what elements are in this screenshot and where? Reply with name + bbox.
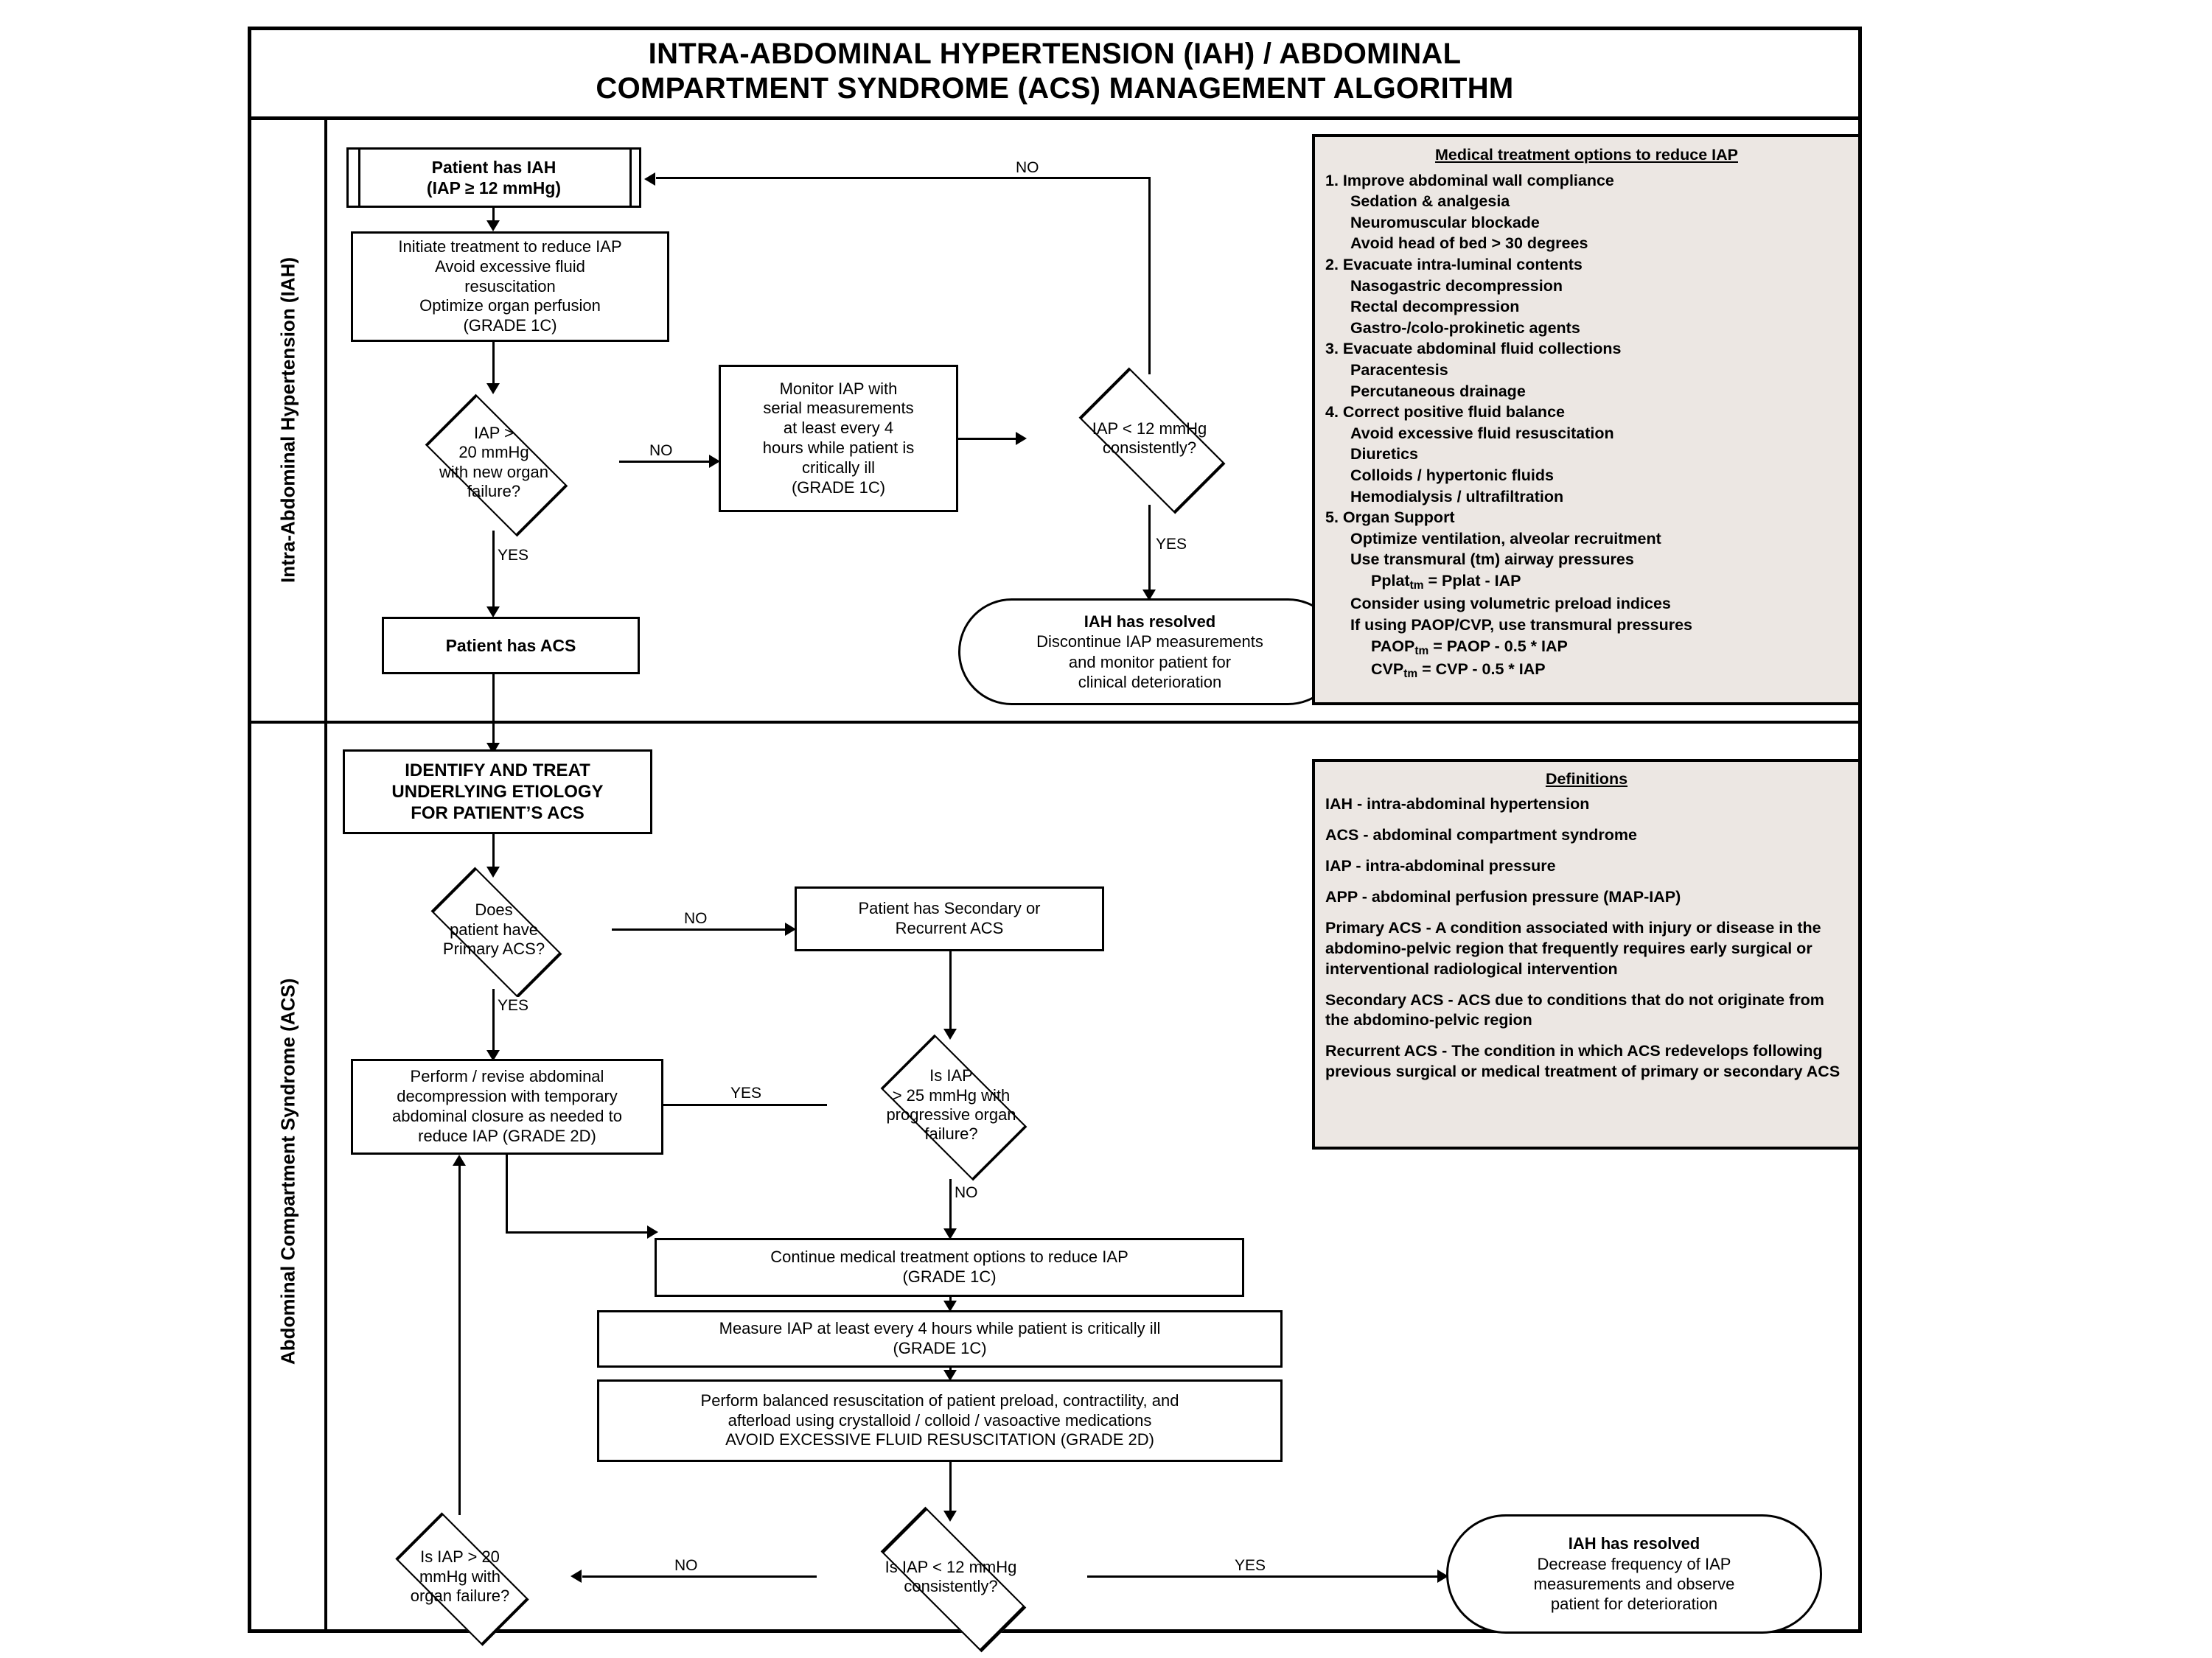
edge-dec20-yes bbox=[492, 531, 495, 610]
dec-iap25-line3: progressive organ bbox=[886, 1105, 1016, 1124]
continue-line1: Continue medical treatment options to reduce IAP bbox=[770, 1248, 1128, 1267]
dec-iap25-line4: failure? bbox=[924, 1124, 978, 1144]
edge-acs-to-identify bbox=[492, 674, 495, 748]
node-secondary-recurrent-acs bbox=[795, 886, 1104, 951]
node-iah-resolved-upper bbox=[958, 598, 1341, 705]
medical-item: Use transmural (tm) airway pressures bbox=[1350, 550, 1634, 569]
monitor-line1: Monitor IAP with bbox=[779, 379, 898, 398]
definition-entry: ACS - abdominal compartment syndrome bbox=[1325, 825, 1637, 844]
page-title bbox=[248, 27, 1862, 116]
decision-iap-over-20-acs bbox=[342, 1514, 578, 1640]
iah-resolved-title: IAH has resolved bbox=[1084, 612, 1216, 631]
definition-entry: APP - abdominal perfusion pressure (MAP-IAP) bbox=[1325, 887, 1681, 906]
edge-resus-to-dec12 bbox=[949, 1462, 952, 1514]
medical-item: Nasogastric decompression bbox=[1350, 276, 1563, 295]
measure-line1: Measure IAP at least every 4 hours while patient is critically ill bbox=[719, 1319, 1161, 1338]
iah-resolved-line3: clinical deterioration bbox=[1078, 672, 1222, 691]
medical-item: Hemodialysis / ultrafiltration bbox=[1350, 487, 1564, 506]
edge-dec12-no-horiz bbox=[656, 177, 1151, 179]
identify-line1: IDENTIFY AND TREAT bbox=[405, 760, 590, 780]
panel-definitions bbox=[1312, 759, 1861, 1150]
monitor-line5: critically ill bbox=[802, 458, 875, 477]
edge-monitor-to-dec12 bbox=[958, 438, 1017, 440]
section-label-acs: Abdominal Compartment Syndrome (ACS) bbox=[276, 978, 299, 1365]
initiate-line2: Avoid excessive fluid bbox=[435, 256, 585, 276]
patient-has-iah-line1: Patient has IAH bbox=[431, 157, 557, 177]
decompression-line3: abdominal closure as needed to bbox=[392, 1107, 622, 1125]
identify-line2: UNDERLYING ETIOLOGY bbox=[391, 781, 604, 802]
edge-acs12-no bbox=[582, 1575, 817, 1578]
initiate-line1: Initiate treatment to reduce IAP bbox=[398, 237, 622, 256]
decompression-line2: decompression with temporary bbox=[397, 1087, 618, 1106]
panel-medical-treatment bbox=[1312, 134, 1861, 705]
edge-label-yes-resolved-acs: YES bbox=[1232, 1557, 1268, 1575]
title-line-2: COMPARTMENT SYNDROME (ACS) MANAGEMENT ALGORITHM bbox=[596, 72, 1514, 105]
node-side-bar-right bbox=[629, 150, 632, 206]
sidebar-divider bbox=[324, 120, 327, 1629]
dec-acs20-line2: mmHg with bbox=[419, 1567, 500, 1586]
medical-item: Diuretics bbox=[1350, 445, 1419, 464]
monitor-line4: hours while patient is bbox=[762, 438, 915, 457]
decompression-line1: Perform / revise abdominal bbox=[410, 1067, 604, 1086]
edge-label-yes-resolved-iah: YES bbox=[1154, 536, 1189, 553]
iah-resolved-line1: Discontinue IAP measurements bbox=[1036, 632, 1263, 651]
dec-acs12-line1: Is IAP < 12 mmHg bbox=[885, 1557, 1017, 1576]
medical-item-pplat: Pplat$_{tm}$ = Pplat - IAP bbox=[1371, 571, 1521, 592]
edge-initiate-to-decision-arrow bbox=[486, 383, 500, 394]
medical-item: Avoid head of bed > 30 degrees bbox=[1350, 234, 1588, 253]
dec-primary-line1: Does bbox=[475, 900, 513, 920]
edge-dec12-no-arrow bbox=[644, 172, 655, 186]
edge-acs12-yes bbox=[1087, 1575, 1441, 1578]
definition-entry: Recurrent ACS - The condition in which ACS redevelops following previous surgical or medical treatment of primary or secondary ACS bbox=[1325, 1042, 1841, 1081]
dec-acs20-line1: Is IAP > 20 bbox=[420, 1547, 500, 1567]
edge-identify-to-primary bbox=[492, 834, 495, 870]
panel-definitions-title: Definitions bbox=[1545, 770, 1628, 788]
medical-item: Rectal decompression bbox=[1350, 298, 1520, 316]
edge-decompression-right bbox=[506, 1231, 650, 1234]
iah-resolved2-title: IAH has resolved bbox=[1568, 1534, 1700, 1553]
node-continue-medical-treatment bbox=[655, 1238, 1244, 1297]
edge-dec20-no bbox=[619, 461, 711, 463]
edge-label-no-dec25: NO bbox=[952, 1184, 980, 1202]
node-patient-has-iah bbox=[346, 147, 641, 208]
node-monitor-iap bbox=[719, 365, 958, 512]
edge-acs20-loop-up bbox=[458, 1166, 461, 1515]
resus-line1: Perform balanced resuscitation of patient preload, contractility, and bbox=[700, 1391, 1179, 1410]
secondary-line1: Patient has Secondary or bbox=[858, 899, 1041, 918]
definition-entry: Primary ACS - A condition associated with injury or disease in the abdomino-pelvic region that frequently requires early surgical or interventional radiological intervention bbox=[1325, 918, 1821, 978]
continue-line2: (GRADE 1C) bbox=[902, 1267, 997, 1286]
node-side-bar-left bbox=[358, 150, 360, 206]
decision-iap-over-20 bbox=[369, 394, 619, 531]
node-balanced-resuscitation bbox=[597, 1379, 1283, 1462]
medical-item: 3. Evacuate abdominal fluid collections bbox=[1325, 340, 1622, 358]
dec-iap25-line2: > 25 mmHg with bbox=[892, 1085, 1011, 1105]
dec-iap20-line2: 20 mmHg bbox=[458, 443, 529, 462]
medical-item: Optimize ventilation, alveolar recruitment bbox=[1350, 529, 1661, 548]
secondary-line2: Recurrent ACS bbox=[895, 919, 1004, 937]
edge-dec12-no-vert bbox=[1148, 177, 1151, 374]
edge-label-no-loop: NO bbox=[1013, 159, 1042, 177]
medical-item-paop: $PAOP_{tm}$ = PAOP - 0.5 * IAP bbox=[1371, 637, 1568, 657]
dec-acs20-line3: organ failure? bbox=[410, 1587, 510, 1606]
edge-dec12-yes bbox=[1148, 505, 1151, 593]
initiate-line3: resuscitation bbox=[464, 276, 556, 295]
decision-iap-under-12-iah bbox=[1019, 372, 1280, 505]
panel-medical-title: Medical treatment options to reduce IAP bbox=[1435, 146, 1738, 164]
medical-item: Consider using volumetric preload indices bbox=[1350, 595, 1671, 613]
decision-iap-under-12-acs bbox=[814, 1518, 1087, 1636]
medical-item: Neuromuscular blockade bbox=[1350, 213, 1540, 231]
node-perform-decompression bbox=[351, 1059, 663, 1155]
identify-line3: FOR PATIENT’S ACS bbox=[411, 803, 585, 824]
edge-dec20-yes-arrow bbox=[486, 606, 500, 618]
dec-iap20-line1: IAP > bbox=[473, 423, 514, 442]
medical-item: Gastro-/colo-prokinetic agents bbox=[1350, 318, 1580, 337]
title-line-1: INTRA-ABDOMINAL HYPERTENSION (IAH) / ABDOMINAL bbox=[648, 37, 1462, 70]
edge-label-yes-acs: YES bbox=[495, 547, 531, 564]
dec-iap20-line4: failure? bbox=[467, 481, 521, 500]
medical-item: Paracentesis bbox=[1350, 360, 1448, 379]
dec-acs12-line2: consistently? bbox=[904, 1577, 998, 1595]
resus-line3: AVOID EXCESSIVE FLUID RESUSCITATION (GRADE 2D) bbox=[725, 1430, 1154, 1449]
iah-resolved2-line3: patient for deterioration bbox=[1550, 1595, 1718, 1614]
dec-iap20-line3: with new organ bbox=[439, 462, 548, 481]
measure-line2: (GRADE 1C) bbox=[893, 1339, 987, 1357]
dec-iap12-line2: consistently? bbox=[1102, 438, 1197, 457]
initiate-line4: Optimize organ perfusion bbox=[419, 296, 601, 315]
edge-label-no-loop-acs: NO bbox=[672, 1557, 700, 1575]
edge-primary-yes bbox=[492, 989, 495, 1054]
edge-decompression-arrow bbox=[647, 1225, 658, 1239]
medical-item: 5. Organ Support bbox=[1325, 508, 1455, 527]
node-initiate-treatment bbox=[351, 231, 669, 342]
edge-dec25-no bbox=[949, 1179, 952, 1232]
title-divider bbox=[248, 116, 1862, 120]
definition-entry: Secondary ACS - ACS due to conditions that do not originate from the abdomino-pelvic region bbox=[1325, 990, 1824, 1029]
decompression-line4: reduce IAP (GRADE 2D) bbox=[418, 1126, 596, 1145]
patient-has-iah-line2: (IAP ≥ 12 mmHg) bbox=[426, 178, 562, 197]
node-identify-treat-etiology bbox=[343, 749, 652, 834]
edge-label-yes-decompress: YES bbox=[728, 1085, 764, 1102]
monitor-line3: at least every 4 bbox=[783, 419, 894, 438]
medical-item: 4. Correct positive fluid balance bbox=[1325, 403, 1565, 422]
medical-item: Colloids / hypertonic fluids bbox=[1350, 466, 1554, 484]
dec-primary-line2: patient have bbox=[450, 920, 538, 939]
initiate-line5: (GRADE 1C) bbox=[463, 316, 557, 335]
node-iah-resolved-lower bbox=[1446, 1514, 1822, 1634]
iah-resolved2-line2: measurements and observe bbox=[1533, 1575, 1735, 1593]
medical-item-cvp: $CVP_{tm}$ = CVP - 0.5 * IAP bbox=[1371, 660, 1546, 680]
edge-label-yes-primary: YES bbox=[495, 997, 531, 1015]
edge-decompression-down bbox=[506, 1155, 508, 1234]
medical-item: Avoid excessive fluid resuscitation bbox=[1350, 424, 1614, 442]
medical-item: 2. Evacuate intra-luminal contents bbox=[1325, 255, 1583, 273]
medical-item: 1. Improve abdominal wall compliance bbox=[1325, 171, 1614, 189]
edge-dec25-yes bbox=[663, 1104, 827, 1106]
edge-iah-to-initiate-arrow bbox=[486, 220, 500, 231]
iah-resolved-line2: and monitor patient for bbox=[1068, 652, 1232, 671]
definition-entry: IAP - intra-abdominal pressure bbox=[1325, 856, 1556, 875]
iah-resolved2-line1: Decrease frequency of IAP bbox=[1537, 1554, 1731, 1573]
section-label-iah: Intra-Abdominal Hypertension (IAH) bbox=[276, 257, 299, 584]
medical-item: Sedation & analgesia bbox=[1350, 192, 1510, 211]
edge-initiate-to-decision bbox=[492, 342, 495, 386]
definition-entry: IAH - intra-abdominal hypertension bbox=[1325, 794, 1590, 813]
node-patient-has-acs: Patient has ACS bbox=[382, 617, 640, 674]
medical-item: Percutaneous drainage bbox=[1350, 382, 1526, 400]
edge-label-no-monitor: NO bbox=[647, 442, 675, 460]
dec-primary-line3: Primary ACS? bbox=[442, 940, 545, 959]
resus-line2: afterload using crystalloid / colloid / vasoactive medications bbox=[728, 1410, 1152, 1430]
edge-label-no-primary: NO bbox=[682, 910, 710, 928]
node-measure-iap bbox=[597, 1310, 1283, 1368]
decision-primary-acs bbox=[376, 871, 612, 989]
edge-acs20-loop-arrow bbox=[453, 1155, 466, 1166]
edge-primary-no bbox=[612, 928, 789, 931]
dec-iap25-line1: Is IAP bbox=[929, 1066, 973, 1085]
decision-iap-over-25 bbox=[824, 1032, 1078, 1179]
dec-iap12-line1: IAP < 12 mmHg bbox=[1092, 419, 1207, 438]
medical-item: If using PAOP/CVP, use transmural pressures bbox=[1350, 615, 1693, 634]
edge-secondary-to-dec25 bbox=[949, 951, 952, 1032]
monitor-line2: serial measurements bbox=[763, 399, 914, 418]
monitor-line6: (GRADE 1C) bbox=[791, 478, 886, 497]
